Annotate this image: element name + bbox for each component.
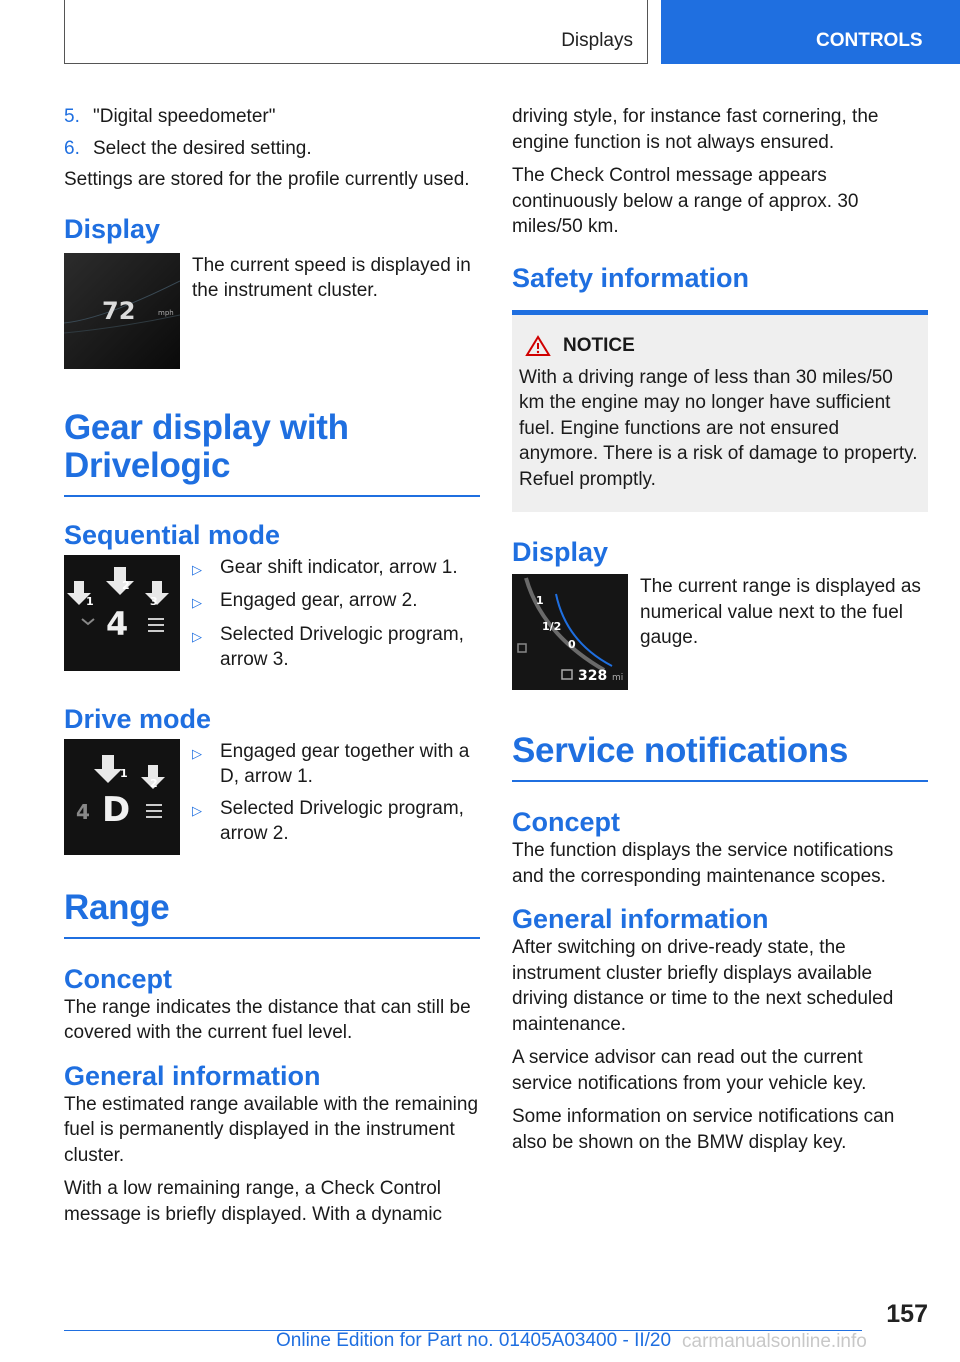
step-item bbox=[64, 104, 480, 130]
service-heading: Service notifications bbox=[512, 731, 849, 770]
bullet-triangle-icon: ▷ bbox=[192, 802, 202, 818]
speed-unit: mph bbox=[158, 308, 174, 317]
drive-mode-figure bbox=[64, 739, 180, 855]
sequential-mode-figure bbox=[64, 555, 180, 671]
fuel-gauge-graphic bbox=[512, 574, 628, 690]
header-chapter-tab bbox=[661, 0, 960, 64]
bullet-triangle-icon: ▷ bbox=[192, 595, 202, 610]
engaged-gear: 4 bbox=[106, 604, 129, 643]
sequential-mode-heading: Sequential mode bbox=[64, 519, 281, 550]
display-figure-row bbox=[64, 253, 480, 369]
general-info-text: A service advisor can read out the current service notifications from your vehicle key. bbox=[512, 1047, 867, 1094]
notice-box bbox=[512, 315, 928, 513]
fuel-mark: 1 bbox=[536, 594, 544, 607]
speed-value: 72 bbox=[102, 296, 136, 325]
footer-edition: Online Edition for Part no. 01405A03400 - II/20 bbox=[276, 1330, 672, 1351]
step-number: 5. bbox=[64, 106, 80, 127]
fuel-gauge-figure bbox=[512, 574, 628, 690]
step-text: Select the desired setting. bbox=[93, 137, 312, 159]
general-info-heading: General information bbox=[64, 1060, 321, 1091]
arrow-label: 2 bbox=[150, 776, 158, 790]
engaged-gear: D bbox=[102, 789, 131, 830]
speedometer-graphic bbox=[64, 253, 180, 369]
left-column bbox=[64, 104, 480, 1235]
arrow-label: 2 bbox=[122, 578, 130, 592]
general-info-text: After switching on drive-ready state, the instrument cluster briefly displays available driving distance or time to the next scheduled maintenance. bbox=[512, 937, 894, 1035]
sequential-list bbox=[192, 555, 480, 679]
bullet-triangle-icon: ▷ bbox=[192, 745, 202, 761]
settings-note: Settings are stored for the profile currently used. bbox=[64, 169, 470, 190]
range-unit: mi bbox=[612, 673, 624, 683]
page-number: 157 bbox=[886, 1300, 928, 1328]
arrow-label: 1 bbox=[86, 594, 94, 608]
list-item: ▷ Engaged gear together with a D, arrow 1. bbox=[192, 739, 480, 790]
general-info-heading: General information bbox=[512, 904, 769, 934]
display-text: The current speed is displayed in the instrument cluster. bbox=[192, 254, 471, 301]
drive-figure-row bbox=[64, 739, 480, 855]
display-heading: Display bbox=[512, 537, 609, 567]
drive-graphic bbox=[64, 739, 180, 855]
bullet-triangle-icon: ▷ bbox=[192, 628, 202, 644]
watermark: carmanualsonline.info bbox=[682, 1331, 867, 1352]
section-rule bbox=[64, 937, 480, 939]
warning-triangle-icon bbox=[525, 335, 551, 357]
fuel-mark: 1/2 bbox=[542, 620, 562, 633]
concept-heading: Concept bbox=[64, 963, 172, 994]
right-column bbox=[512, 104, 928, 1163]
general-info-text: Some information on service notifications can also be shown on the BMW display key. bbox=[512, 1106, 895, 1153]
section-rule bbox=[512, 780, 928, 782]
notice-title: NOTICE bbox=[563, 334, 635, 356]
gear-display-heading: Gear display with Drivelogic bbox=[64, 407, 349, 485]
range-value: 328 bbox=[578, 668, 608, 684]
list-item: ▷ Selected Drivelogic program, arrow 3. bbox=[192, 622, 480, 673]
range-description bbox=[640, 574, 928, 690]
step-text: "Digital speedometer" bbox=[93, 106, 276, 127]
sequential-graphic bbox=[64, 555, 180, 671]
range-figure-row bbox=[512, 574, 928, 690]
list-item: ▷ Gear shift indicator, arrow 1. bbox=[192, 555, 480, 583]
general-info-text: With a low remaining range, a Check Control message is briefly displayed. With a dynamic bbox=[64, 1178, 443, 1225]
list-item: ▷ Engaged gear, arrow 2. bbox=[192, 588, 480, 616]
step-item bbox=[64, 136, 480, 162]
section-rule bbox=[64, 495, 480, 497]
list-item: ▷ Selected Drivelogic program, arrow 2. bbox=[192, 796, 480, 847]
concept-text: The function displays the service notifications and the corresponding maintenance scopes. bbox=[512, 840, 894, 887]
step-number: 6. bbox=[64, 137, 80, 159]
continued-text: driving style, for instance fast cornering, the engine function is not always ensured. bbox=[512, 106, 879, 153]
small-gear: 4 bbox=[76, 799, 90, 824]
range-heading: Range bbox=[64, 887, 170, 927]
header-chapter-label: CONTROLS bbox=[816, 30, 923, 51]
sequential-figure-row bbox=[64, 555, 480, 679]
general-info-text: The estimated range available with the remaining fuel is permanently displayed in the instrument cluster. bbox=[64, 1093, 479, 1166]
arrow-label: 3 bbox=[150, 594, 158, 608]
range-display-text: The current range is displayed as numerical value next to the fuel gauge. bbox=[640, 576, 921, 648]
bullet-triangle-icon: ▷ bbox=[192, 561, 202, 577]
notice-title-row bbox=[519, 335, 921, 357]
drive-mode-heading: Drive mode bbox=[64, 703, 212, 734]
header-section-tab bbox=[64, 0, 648, 64]
concept-text: The range indicates the distance that can still be covered with the current fuel level. bbox=[64, 996, 471, 1043]
speedometer-figure bbox=[64, 253, 180, 369]
safety-heading: Safety information bbox=[512, 262, 750, 293]
drive-list bbox=[192, 739, 480, 855]
display-heading: Display bbox=[64, 213, 161, 244]
fuel-mark: 0 bbox=[568, 638, 576, 651]
concept-heading: Concept bbox=[512, 807, 620, 837]
display-description bbox=[192, 253, 480, 369]
header-section-label: Displays bbox=[561, 30, 633, 51]
continued-text: The Check Control message appears continuously below a range of approx. 30 miles/50 km. bbox=[512, 165, 859, 237]
arrow-label: 1 bbox=[120, 766, 128, 780]
notice-text: With a driving range of less than 30 miles/50 km the engine may no longer have sufficient fuel. Engine functions are not ensured anymore. There is a risk of damage to property. Refuel promptly. bbox=[519, 366, 918, 490]
